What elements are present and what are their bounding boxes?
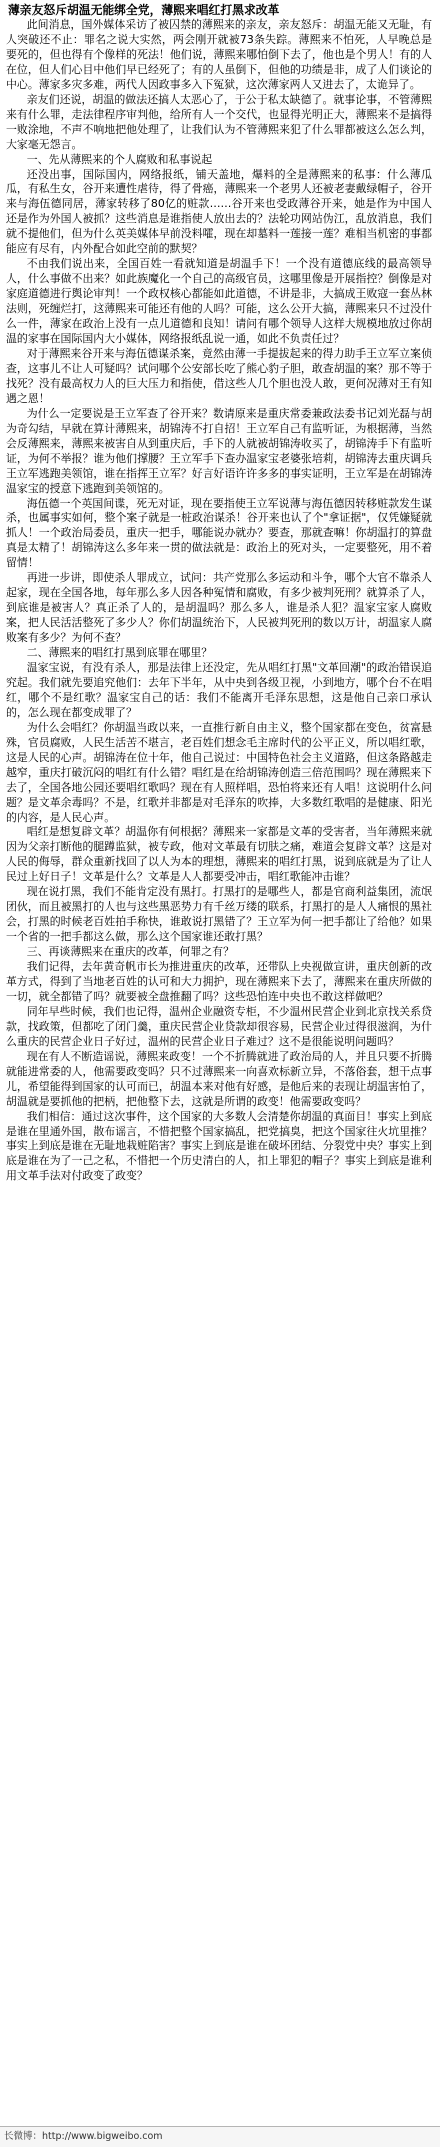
- paragraph: 不由我们说出来，全国百姓一看就知道是胡温手下！一个没有道德底线的最高领导人，什么事做不出来？如此族魔化一个自己的高级官员，这哪里像是开展指控？倒像是对家庭道德进行舆论审判！一个政权核心都能如此道德，不讲是非，大搞成王败寇一套丛林法则，死缠烂打，这薄熙来可能还有他的人吗？可能，这么公开大搞，薄熙来只不过没什么一件，薄家在政治上没有一点儿道德和良知！请问有哪个领导人这样大规模地放过你胡温的家事在国际国内大小媒体，网络报纸乱说一通，如此不负责任过？: [6, 257, 432, 346]
- article-title: 薄亲友怒斥胡温无能绑全党，薄熙来唱红打黑求改革: [8, 3, 280, 17]
- paragraph: 再进一步讲，即使杀人罪成立，试问：共产党那么多运动和斗争，哪个大官不靠杀人起家，现在全国各地，每年那么多人因各种冤情和腐败，有多少被判死刑？就算杀了人，到底谁是被害人？真正杀了人的，是胡温吗？那么多人，谁是杀人犯？温家宝家人腐败案，把人民活活整死了多少人？你们胡温统治下，人民被判死刑的数以万计，胡温家人腐败案有多少？为何不查？: [6, 571, 432, 645]
- paragraph: 为什么一定要说是王立军查了谷开来？数请原来是重庆常委兼政法委书记刘光磊与胡为奇勾结，早就在算计薄熙来，胡锦涛不打自招！王立军自己有监听证，为根据薄，当然会反薄熙来，薄熙来被害自从到重庆后，手下的人就被胡锦涛收买了，胡锦涛手下有监听证，为何不举报？谁为他们撑腰？王立军手下查办温家宝老婆张培莉，胡锦涛去重庆调兵王立军逃跑美领馆，谁在指挥王立军？好言好语许许多多的事实证明，王立军是在胡锦涛温家宝的授意下逃跑到美领馆的。: [6, 406, 432, 495]
- paragraph: 温家宝说，有没有杀人，那是法律上还没定，先从唱红打黑"文革回潮"的政治错误追究起。我们就先要追究他们：去年下半年，从中央到各级卫视，小到地方，哪个台不在唱红，哪个不是红歌？温家宝自己的话：我们不能离开毛泽东思想，这是他自己亲口承认的，怎么现在都变成罪了？: [6, 660, 432, 719]
- paragraph: 对于薄熙来谷开来与海伍德谋杀案，竟然由薄一手提拔起来的得力助手王立军立案侦查，这事儿不让人可疑吗？试问哪个公安部长吃了熊心豹子胆，敢查胡温的案？那不等于找死？没有最高权力人的巨大压力和指使，借这些人几个胆也没人敢，更何况薄对王有知遇之恩！: [6, 346, 432, 405]
- paragraph: 现在说打黑，我们不能肯定没有黑打。打黑打的是哪些人，都是官商利益集团，流氓团伙，而且被黑打的人也与这些黑恶势力有千丝万缕的联系，打黑打的是人人痛恨的黑社会，打黑的时候老百姓拍手称快，谁敢说打黑错了？王立军为何一把手都让了给他？如果一个省的一把手都这么做，那么这个国家谁还敢打黑？: [6, 885, 432, 944]
- section-heading: 三、再谈薄熙来在重庆的改革，何罪之有？: [26, 945, 235, 959]
- paragraph: 此间消息，国外媒体采访了被囚禁的薄熙来的亲友，亲友怒斥：胡温无能又无耻，有人突破还不止：罪名之说大实然，两会刚开就被73条失踪。薄熙来不怕死，人早晚总是要死的，但也得有个像样的死法！他们说，薄熙来哪怕倒下去了，他也是个男人！有的人在位，但人们心目中他们早已经死了；有的人虽倒下，但他的功绩是非，成了人们谈论的中心。薄家多灾多难，两代人因政事多入下冤狱，这次薄家两人又进去了，太诡异了。: [6, 18, 432, 91]
- paragraph: 现在有人不断造谣说，薄熙来政变！一个不折腾就进了政治局的人，并且只要不折腾就能进常委的人，他需要政变吗？只不过薄熙来一向喜欢标新立异，不落俗套，想干点事儿，希望能得到国家的认可而已，胡温本来对他有好感，是他后来的表现让胡温害怕了，胡温就是要抓他的把柄，把他整下去，这就是所谓的政变！他需要政变吗？: [6, 1049, 432, 1108]
- footer-label: 长微博：: [4, 2131, 43, 2142]
- paragraph: 我们记得，去年黄奇帆市长为推进重庆的改革，还带队上央视做宣讲，重庆创新的改革方式，得到了当地老百姓的认可和大力拥护，现在薄熙来下去了，薄熙来在重庆所做的一切，就全都错了吗？就要被全盘推翻了吗？这些恐怕连中央也不敢这样做吧？: [6, 960, 432, 1003]
- paragraph: 还没出事，国际国内，网络报纸，铺天盖地，爆料的全是薄熙来的私事：什么薄瓜瓜，有私生女，谷开来遭性虐待，得了骨癌，薄熙来一个老男人还被老妻戴绿帽子，谷开来与海伍德同居，薄家转移了80亿的赃款……谷开来也受政薄谷开来，她是作为中国人还是作为外国人被抓？这些消息是谁指使人放出去的？法轮功网站伪江，乱放消息，我们就不提他们，但为什么英美媒体早前没料嚯，现在却墓料一莲接一莲？难相当机密的事都能应有尽有，内外配合如此空前的默契？: [6, 167, 432, 256]
- article-body: [6, 18, 432, 2118]
- paragraph: 海伍德一个英国间谍，死无对证，现在要指使王立军说薄与海伍德因转移赃款发生谋杀，也属事实如何，整个案子就是一桩政治谋杀！谷开来也认了个"拿证据"，仅凭嫌疑就抓人！一个政治局委员，重庆一把手，哪能说办就办？要查，那就查嘛！你胡温打的算盘真是太精了！胡锦涛这么多年来一贯的做法就是：政治上的死对头，一定要整死，用不着留情！: [6, 496, 432, 570]
- section-heading: 一、先从薄熙来的个人腐败和私事说起: [26, 152, 213, 166]
- paragraph: 为什么会唱红？你胡温当政以来，一直推行新自由主义，整个国家都在变色，贫富悬殊，官员腐败，人民生活苦不堪言，老百姓们想念毛主席时代的公平正义，所以唱红歌，这是人民的心声。胡锦涛在位十年，他自己说过：中国特色社会主义道路，但这条路越走越窄，重庆打破沉闷的唱红有什么错？唱红是在给胡锦涛创造三倍范围吗？现在薄熙来下去了，全国各地公园还要唱红歌吗？现在有人照样唱，恐怕将来还有人唱！这说明什么问题？是文革余毒吗？不是，红歌并非都是对毛泽东的吹捧，大多数红歌唱的是健康、阳光的内容，是人民心声。: [6, 720, 432, 824]
- section-heading: 二、薄熙来的唱红打黑到底罪在哪里？: [26, 646, 213, 660]
- paragraph: 唱红是想复辟文革？胡温你有何根据？薄熙来一家都是文革的受害者，当年薄熙来就因为父亲打断他的腿蹲监狱，被专政，他对文革最有切肤之痛，难道会复辟文革？这是对人民的侮辱，群众重新找回了以人为本的理想，薄熙来的唱红打黑，说到底就是为了让人民过上好日子！文革是什么？文革是人人都要受冲击，唱红歌能冲击谁？: [6, 825, 432, 884]
- footer-bar: [0, 2126, 440, 2147]
- paragraph: 同年早些时候，我们也记得，温州企业融资专柜，不少温州民营企业到北京找关系贷款，找政策，但都吃了闭门羹，重庆民营企业贷款却很容易，民营企业过得很滋润，为什么重庆的民营企业日子好过，温州的民营企业日子难过？这不是很能说明问题吗？: [6, 1004, 432, 1048]
- paragraph: 亲友们还说，胡温的做法还搞人太恶心了，于公于私太缺德了。就事论事，不管薄熙来有什么罪，走法律程序审判他，给所有人一个交代，也显得光明正大，薄熙来不是搞得一败涂地，不声不响地把他处理了，让我们认为不管薄熙来犯了什么罪都被这么怎么判，大家毫无怨言。: [6, 92, 432, 151]
- footer-link[interactable]: http://www.bigweibo.com: [42, 2131, 163, 2142]
- paragraph: 我们相信：通过这次事件，这个国家的大多数人会清楚你胡温的真面目！事实上到底是谁在里通外国，散布谣言，不惜把整个国家搞乱，把党搞臭，把这个国家往火坑里推？事实上到底是谁在无耻地栽赃陷害？事实上到底是谁在破坏团结、分裂党中央？事实上到底是谁在为了一己之私，不惜把一个历史清白的人，扣上罪犯的帽子？事实上到底是谁利用文革手法对付政变了政变？: [6, 1109, 432, 1183]
